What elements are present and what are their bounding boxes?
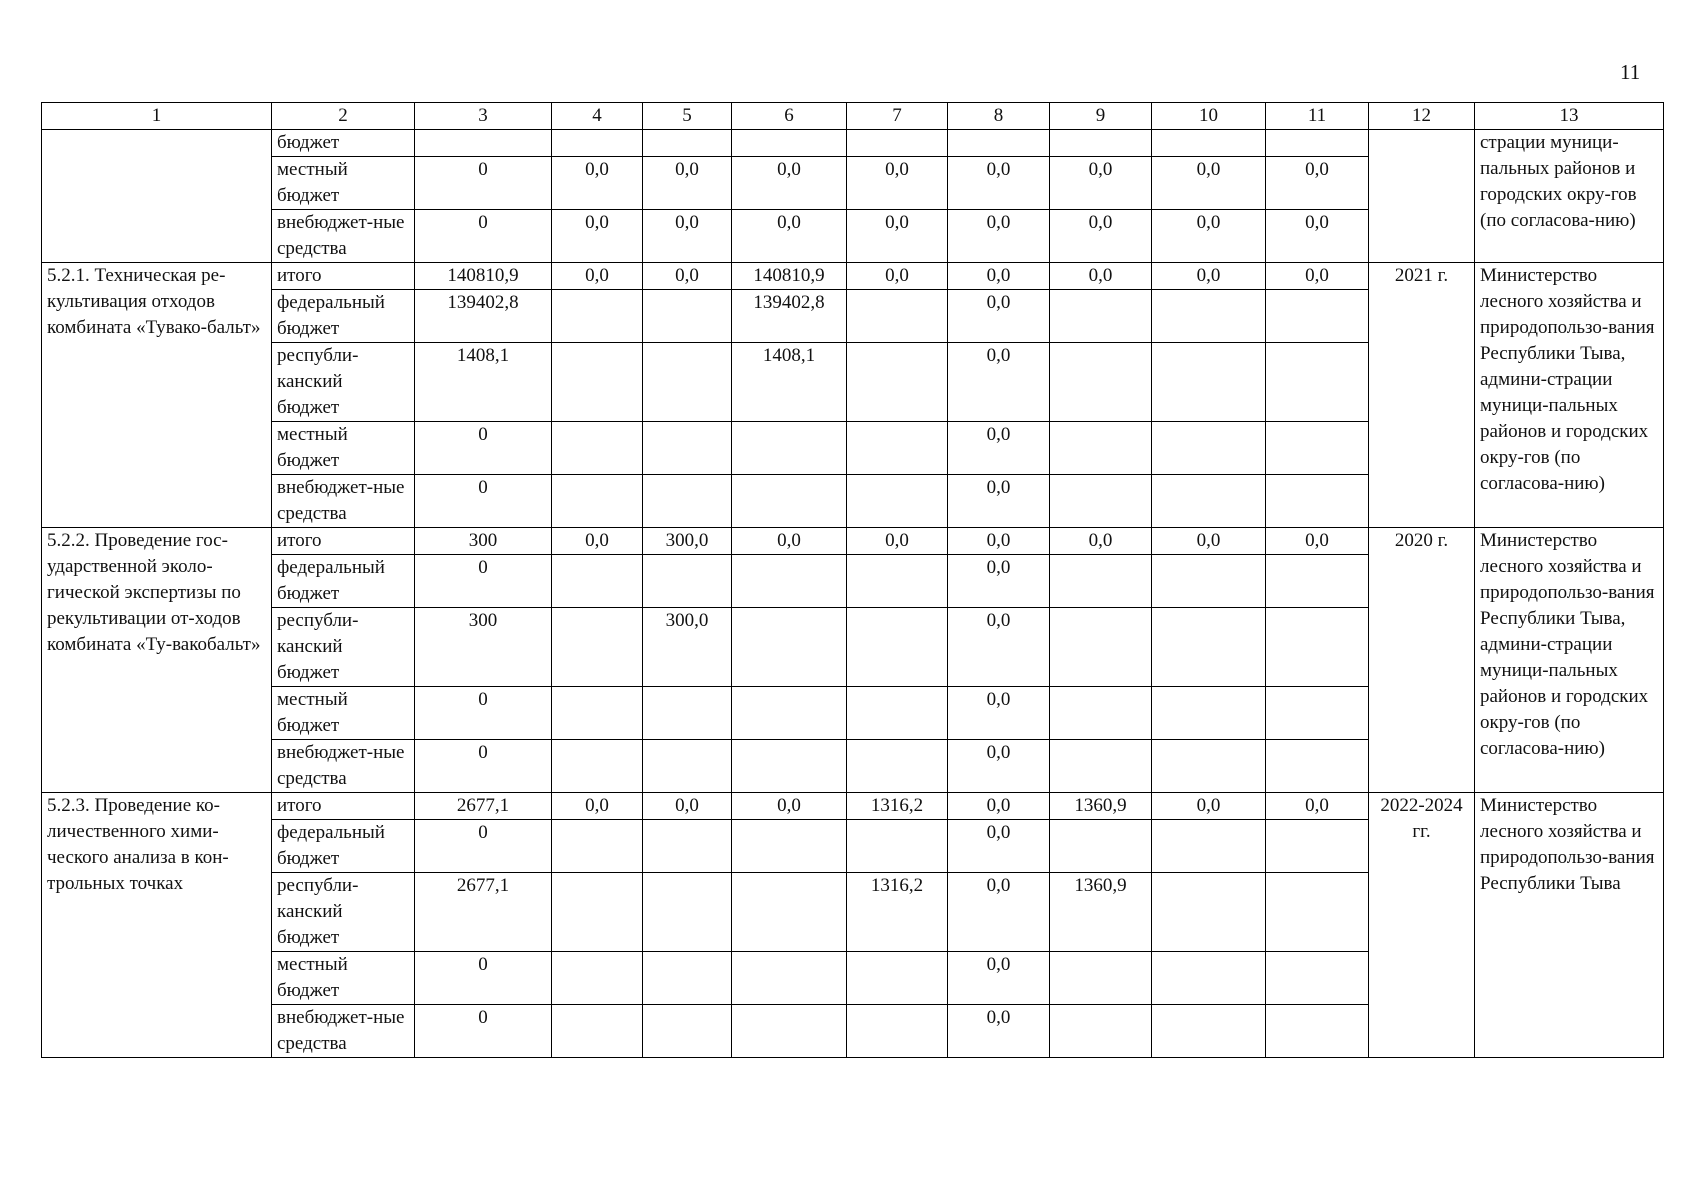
- funding-source-cell: республи-канский бюджет: [272, 608, 415, 687]
- column-number-header: 2: [272, 103, 415, 130]
- funding-value-cell: 0: [415, 820, 552, 873]
- funding-value-cell: [552, 343, 643, 422]
- funding-source-cell: местный бюджет: [272, 687, 415, 740]
- funding-value-cell: 0,0: [1152, 210, 1266, 263]
- funding-value-cell: [847, 475, 948, 528]
- funding-value-cell: [1266, 343, 1369, 422]
- funding-value-cell: [1266, 475, 1369, 528]
- funding-value-cell: [1050, 290, 1152, 343]
- funding-value-cell: [552, 820, 643, 873]
- funding-value-cell: 0,0: [1266, 210, 1369, 263]
- funding-value-cell: [552, 687, 643, 740]
- funding-source-cell: республи-канский бюджет: [272, 873, 415, 952]
- funding-value-cell: [1266, 555, 1369, 608]
- funding-value-cell: [732, 820, 847, 873]
- funding-value-cell: [1266, 952, 1369, 1005]
- funding-value-cell: 0,0: [1152, 157, 1266, 210]
- funding-value-cell: [1050, 952, 1152, 1005]
- funding-value-cell: [1050, 130, 1152, 157]
- funding-value-cell: [552, 475, 643, 528]
- funding-value-cell: [1050, 687, 1152, 740]
- funding-value-cell: [1152, 1005, 1266, 1058]
- implementation-term-cell: [1369, 130, 1475, 263]
- measure-name-cell: 5.2.2. Проведение гос-ударственной эколо-гической экспертизы по рекультивации от-ходов комбината «Ту-вакобальт»: [42, 528, 272, 793]
- funding-value-cell: 0,0: [732, 793, 847, 820]
- funding-source-cell: бюджет: [272, 130, 415, 157]
- funding-source-cell: внебюджет-ные средства: [272, 210, 415, 263]
- funding-value-cell: [552, 873, 643, 952]
- column-number-header: 6: [732, 103, 847, 130]
- funding-value-cell: [552, 130, 643, 157]
- funding-value-cell: [552, 608, 643, 687]
- funding-value-cell: 1360,9: [1050, 873, 1152, 952]
- funding-value-cell: [1050, 343, 1152, 422]
- funding-value-cell: 0,0: [1266, 263, 1369, 290]
- funding-value-cell: [847, 1005, 948, 1058]
- funding-source-cell: местный бюджет: [272, 157, 415, 210]
- funding-value-cell: 0: [415, 475, 552, 528]
- funding-value-cell: 1316,2: [847, 873, 948, 952]
- funding-value-cell: [552, 1005, 643, 1058]
- funding-value-cell: 0,0: [948, 290, 1050, 343]
- funding-value-cell: [552, 952, 643, 1005]
- column-number-header: 4: [552, 103, 643, 130]
- funding-value-cell: [1266, 1005, 1369, 1058]
- funding-value-cell: 0,0: [643, 157, 732, 210]
- funding-value-cell: 0,0: [1050, 157, 1152, 210]
- funding-value-cell: [415, 130, 552, 157]
- funding-value-cell: [1050, 555, 1152, 608]
- funding-value-cell: 0,0: [1152, 793, 1266, 820]
- funding-value-cell: [732, 1005, 847, 1058]
- funding-value-cell: [847, 555, 948, 608]
- funding-value-cell: [1152, 343, 1266, 422]
- funding-value-cell: 300: [415, 608, 552, 687]
- funding-value-cell: [552, 422, 643, 475]
- program-table: [41, 102, 1664, 1058]
- funding-source-cell: местный бюджет: [272, 422, 415, 475]
- column-number-header: 10: [1152, 103, 1266, 130]
- funding-value-cell: [643, 422, 732, 475]
- funding-value-cell: [732, 555, 847, 608]
- funding-value-cell: [1152, 952, 1266, 1005]
- funding-value-cell: 139402,8: [415, 290, 552, 343]
- funding-value-cell: [1266, 687, 1369, 740]
- funding-value-cell: 0,0: [1266, 528, 1369, 555]
- funding-value-cell: 2677,1: [415, 873, 552, 952]
- column-number-header: 9: [1050, 103, 1152, 130]
- funding-value-cell: [1152, 687, 1266, 740]
- funding-value-cell: [643, 740, 732, 793]
- funding-source-cell: итого: [272, 528, 415, 555]
- funding-value-cell: 0,0: [948, 263, 1050, 290]
- funding-value-cell: 0: [415, 1005, 552, 1058]
- funding-value-cell: 0,0: [948, 687, 1050, 740]
- funding-value-cell: 1408,1: [732, 343, 847, 422]
- funding-value-cell: 0,0: [948, 422, 1050, 475]
- funding-value-cell: [948, 130, 1050, 157]
- funding-value-cell: 0,0: [1050, 210, 1152, 263]
- funding-value-cell: 0,0: [847, 528, 948, 555]
- funding-value-cell: [643, 820, 732, 873]
- column-number-header: 1: [42, 103, 272, 130]
- column-number-header: 12: [1369, 103, 1475, 130]
- funding-value-cell: 0,0: [948, 873, 1050, 952]
- funding-value-cell: 140810,9: [732, 263, 847, 290]
- column-number-header: 13: [1475, 103, 1664, 130]
- funding-value-cell: [1152, 290, 1266, 343]
- column-number-header: 3: [415, 103, 552, 130]
- funding-value-cell: 1360,9: [1050, 793, 1152, 820]
- funding-value-cell: [847, 608, 948, 687]
- funding-value-cell: [552, 740, 643, 793]
- funding-value-cell: [732, 952, 847, 1005]
- executor-cell: Министерство лесного хозяйства и природопользо-вания Республики Тыва: [1475, 793, 1664, 1058]
- funding-value-cell: 0,0: [552, 263, 643, 290]
- funding-value-cell: [1266, 290, 1369, 343]
- funding-value-cell: 0,0: [552, 157, 643, 210]
- funding-value-cell: 0,0: [552, 793, 643, 820]
- executor-cell: Министерство лесного хозяйства и природопользо-вания Республики Тыва, админи-страции муници-пальных районов и городских окру-гов (по согласова-нию): [1475, 528, 1664, 793]
- funding-value-cell: [643, 687, 732, 740]
- funding-value-cell: [643, 952, 732, 1005]
- funding-value-cell: 0,0: [732, 157, 847, 210]
- funding-value-cell: 0,0: [732, 528, 847, 555]
- funding-value-cell: 300,0: [643, 528, 732, 555]
- funding-value-cell: 0: [415, 157, 552, 210]
- funding-value-cell: 0,0: [948, 740, 1050, 793]
- funding-value-cell: 0,0: [948, 820, 1050, 873]
- funding-value-cell: 140810,9: [415, 263, 552, 290]
- table-row: [42, 130, 1664, 157]
- funding-value-cell: 0,0: [948, 952, 1050, 1005]
- funding-value-cell: 0: [415, 740, 552, 793]
- funding-value-cell: [847, 343, 948, 422]
- funding-value-cell: [847, 290, 948, 343]
- funding-value-cell: 0: [415, 555, 552, 608]
- funding-value-cell: [1266, 130, 1369, 157]
- funding-value-cell: [1152, 555, 1266, 608]
- funding-value-cell: [847, 820, 948, 873]
- funding-value-cell: [1152, 130, 1266, 157]
- funding-value-cell: [732, 740, 847, 793]
- implementation-term-cell: 2022-2024 гг.: [1369, 793, 1475, 1058]
- funding-value-cell: 0,0: [1050, 263, 1152, 290]
- funding-value-cell: 0,0: [948, 555, 1050, 608]
- funding-value-cell: [732, 873, 847, 952]
- funding-source-cell: местный бюджет: [272, 952, 415, 1005]
- measure-name-cell: [42, 130, 272, 263]
- funding-value-cell: [643, 290, 732, 343]
- funding-value-cell: 0,0: [552, 528, 643, 555]
- funding-source-cell: федеральный бюджет: [272, 820, 415, 873]
- funding-source-cell: республи-канский бюджет: [272, 343, 415, 422]
- funding-value-cell: [643, 475, 732, 528]
- funding-value-cell: [1050, 475, 1152, 528]
- page-number: 11: [1620, 60, 1641, 84]
- funding-value-cell: [732, 130, 847, 157]
- funding-value-cell: [643, 130, 732, 157]
- funding-source-cell: внебюджет-ные средства: [272, 1005, 415, 1058]
- funding-value-cell: [1152, 422, 1266, 475]
- funding-value-cell: 0: [415, 687, 552, 740]
- funding-source-cell: итого: [272, 793, 415, 820]
- funding-value-cell: 300: [415, 528, 552, 555]
- funding-value-cell: [552, 290, 643, 343]
- funding-value-cell: [1266, 873, 1369, 952]
- funding-value-cell: [1266, 608, 1369, 687]
- funding-value-cell: [1050, 820, 1152, 873]
- funding-value-cell: [552, 555, 643, 608]
- funding-value-cell: 0: [415, 210, 552, 263]
- column-number-header: 11: [1266, 103, 1369, 130]
- funding-value-cell: 0,0: [948, 1005, 1050, 1058]
- funding-value-cell: 0: [415, 952, 552, 1005]
- funding-value-cell: 0,0: [643, 263, 732, 290]
- funding-value-cell: [847, 422, 948, 475]
- funding-value-cell: [1266, 740, 1369, 793]
- funding-value-cell: 0: [415, 422, 552, 475]
- table-row: [42, 528, 1664, 555]
- funding-value-cell: 0,0: [552, 210, 643, 263]
- funding-value-cell: 0,0: [948, 608, 1050, 687]
- funding-source-cell: федеральный бюджет: [272, 555, 415, 608]
- funding-source-cell: внебюджет-ные средства: [272, 740, 415, 793]
- funding-value-cell: [643, 873, 732, 952]
- measure-name-cell: 5.2.1. Техническая ре-культивация отходов комбината «Тувако-бальт»: [42, 263, 272, 528]
- funding-value-cell: [1050, 740, 1152, 793]
- funding-value-cell: 0,0: [1266, 157, 1369, 210]
- funding-value-cell: [1050, 1005, 1152, 1058]
- executor-cell: Министерство лесного хозяйства и природопользо-вания Республики Тыва, админи-страции муници-пальных районов и городских окру-гов (по согласова-нию): [1475, 263, 1664, 528]
- funding-source-cell: внебюджет-ные средства: [272, 475, 415, 528]
- funding-value-cell: [1266, 422, 1369, 475]
- funding-value-cell: 2677,1: [415, 793, 552, 820]
- funding-value-cell: 1316,2: [847, 793, 948, 820]
- funding-value-cell: [847, 687, 948, 740]
- funding-source-cell: итого: [272, 263, 415, 290]
- funding-value-cell: 0,0: [948, 210, 1050, 263]
- funding-value-cell: [732, 422, 847, 475]
- funding-value-cell: [643, 343, 732, 422]
- funding-value-cell: 0,0: [1266, 793, 1369, 820]
- funding-value-cell: 0,0: [948, 475, 1050, 528]
- funding-value-cell: 0,0: [1050, 528, 1152, 555]
- funding-value-cell: 0,0: [948, 528, 1050, 555]
- funding-source-cell: федеральный бюджет: [272, 290, 415, 343]
- executor-cell: страции муници-пальных районов и городских окру-гов (по согласова-нию): [1475, 130, 1664, 263]
- funding-value-cell: 0,0: [948, 793, 1050, 820]
- funding-value-cell: [1152, 608, 1266, 687]
- funding-value-cell: [643, 1005, 732, 1058]
- funding-value-cell: 1408,1: [415, 343, 552, 422]
- funding-value-cell: 0,0: [847, 157, 948, 210]
- funding-value-cell: 139402,8: [732, 290, 847, 343]
- funding-value-cell: [1152, 475, 1266, 528]
- funding-value-cell: 0,0: [1152, 528, 1266, 555]
- funding-value-cell: [847, 130, 948, 157]
- funding-value-cell: 0,0: [948, 343, 1050, 422]
- measure-name-cell: 5.2.3. Проведение ко-личественного хими-ческого анализа в кон-трольных точках: [42, 793, 272, 1058]
- funding-value-cell: 0,0: [847, 263, 948, 290]
- funding-value-cell: [1266, 820, 1369, 873]
- funding-value-cell: [1050, 608, 1152, 687]
- implementation-term-cell: 2020 г.: [1369, 528, 1475, 793]
- column-number-header: 5: [643, 103, 732, 130]
- funding-value-cell: [732, 475, 847, 528]
- funding-value-cell: [1152, 740, 1266, 793]
- funding-value-cell: [732, 687, 847, 740]
- funding-value-cell: [1152, 820, 1266, 873]
- funding-value-cell: [643, 555, 732, 608]
- funding-value-cell: 0,0: [732, 210, 847, 263]
- column-number-header: 8: [948, 103, 1050, 130]
- table-row: [42, 793, 1664, 820]
- funding-value-cell: [732, 608, 847, 687]
- funding-value-cell: [847, 740, 948, 793]
- funding-value-cell: [847, 952, 948, 1005]
- funding-value-cell: [1152, 873, 1266, 952]
- funding-value-cell: 300,0: [643, 608, 732, 687]
- funding-value-cell: 0,0: [643, 793, 732, 820]
- column-number-header: 7: [847, 103, 948, 130]
- funding-value-cell: [1050, 422, 1152, 475]
- implementation-term-cell: 2021 г.: [1369, 263, 1475, 528]
- funding-value-cell: 0,0: [948, 157, 1050, 210]
- table-row: [42, 263, 1664, 290]
- header-row: [42, 103, 1664, 130]
- funding-value-cell: 0,0: [847, 210, 948, 263]
- funding-value-cell: 0,0: [1152, 263, 1266, 290]
- funding-value-cell: 0,0: [643, 210, 732, 263]
